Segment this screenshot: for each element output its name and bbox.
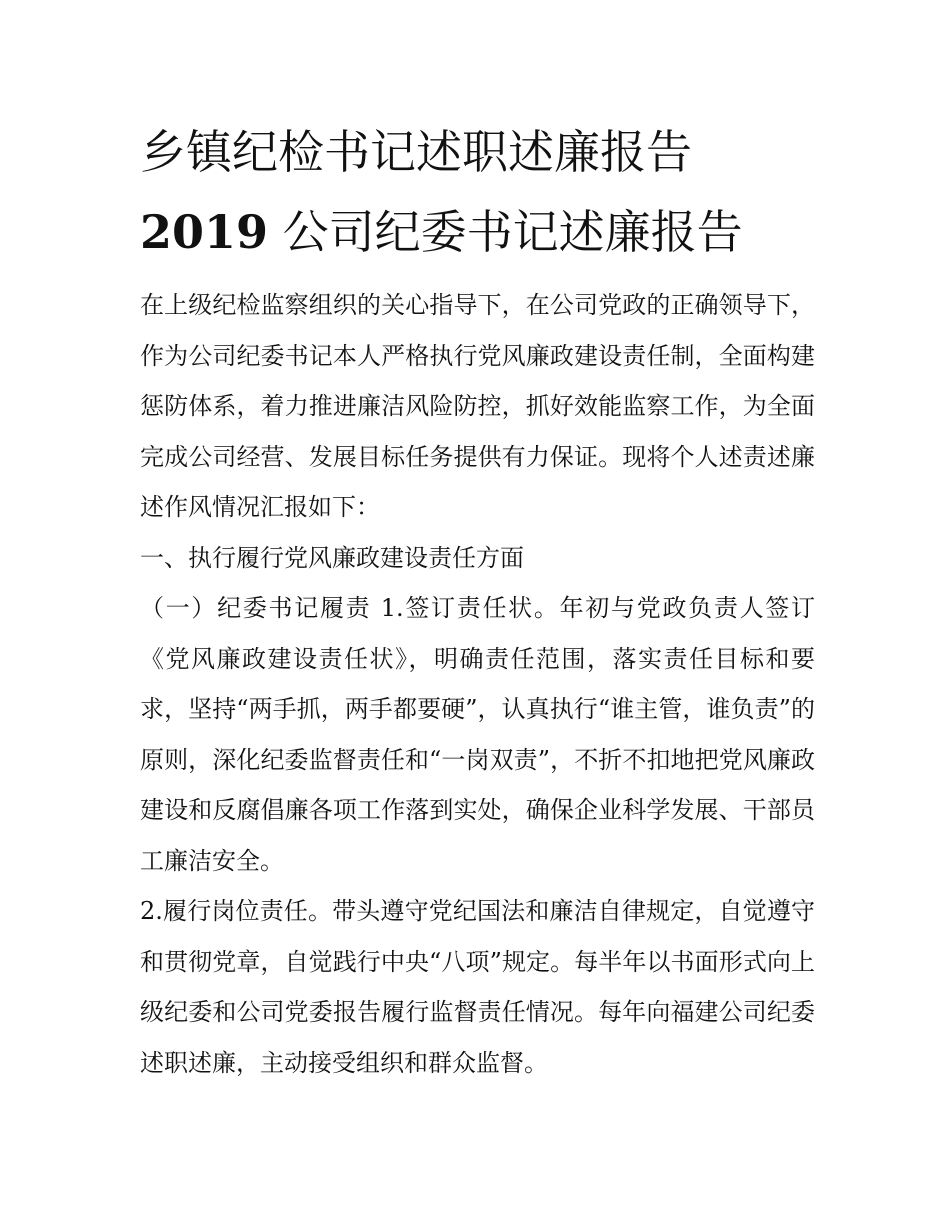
document-title-line-2 xyxy=(140,192,815,272)
document-body xyxy=(140,280,815,1088)
document-title-line-1: 乡镇纪检书记述职述廉报告 xyxy=(140,125,692,179)
title-text: 公司纪委书记述廉报告 xyxy=(268,205,743,259)
paragraph-intro: 在上级纪检监察组织的关心指导下，在公司党政的正确领导下，作为公司纪委书记本人严格执行党风廉政建设责任制，全面构建惩防体系，着力推进廉洁风险防控，抓好效能监察工作，为全面完成公司经营、发展目标任务提供有力保证。现将个人述责述廉述作风情况汇报如下： xyxy=(140,291,815,521)
paragraph-responsibility-1: （一）纪委书记履责 1.签订责任状。年初与党政负责人签订《党风廉政建设责任状》，明确责任范围，落实责任目标和要求，坚持“两手抓，两手都要硬”，认真执行“谁主管，谁负责”的原则，深化纪委监督责任和“一岗双责”，不折不扣地把党风廉政建设和反腐倡廉各项工作落到实处，确保企业科学发展、干部员工廉洁安全。 xyxy=(140,594,815,875)
section-heading: 一、执行履行党风廉政建设责任方面 xyxy=(140,543,524,572)
document-page xyxy=(140,112,815,1088)
paragraph-responsibility-2: 2.履行岗位责任。带头遵守党纪国法和廉洁自律规定，自觉遵守和贯彻党章，自觉践行中央“八项”规定。每半年以书面形式向上级纪委和公司党委报告履行监督责任情况。每年向福建公司纪委述职述廉，主动接受组织和群众监督。 xyxy=(140,897,815,1077)
title-year: 2019 xyxy=(140,205,269,259)
